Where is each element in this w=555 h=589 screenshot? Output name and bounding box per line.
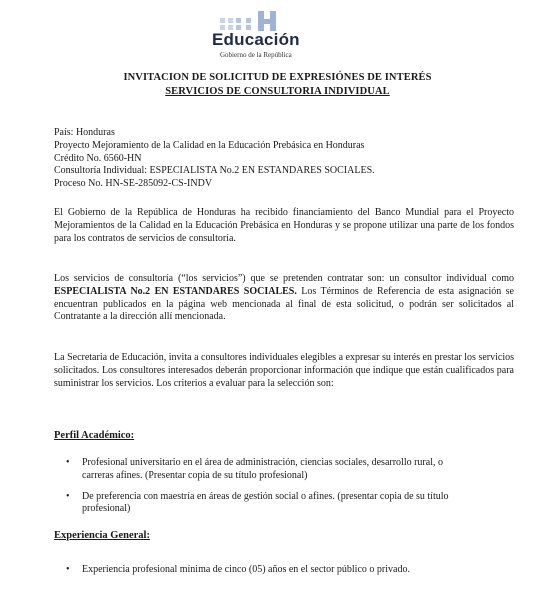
logo-wordmark: Educación: [212, 30, 300, 49]
list-item-text: Experiencia profesional mínima de cinco (05) años en el sector público o privado.: [82, 564, 410, 575]
perfil-list: [66, 457, 466, 524]
info-project: Proyecto Mejoramiento de la Calidad en la Educación Prebásica en Honduras: [54, 139, 365, 151]
section-heading-experiencia: Experiencia General:: [54, 530, 150, 541]
paragraph-financing: El Gobierno de la República de Honduras ha recibido financiamiento del Banco Mundial para el Proyecto Mejoramientos de la Calidad en la Educación Prebásica en Honduras y se propone utilizar una parte de los fondos para los contratos de servicios de consultoría.: [54, 207, 514, 244]
info-consultancy: Consultoría Individual: ESPECIALISTA No.2 EN ESTANDARES SOCIALES.: [54, 165, 375, 177]
experiencia-list: [66, 564, 486, 585]
bullet-icon: •: [66, 564, 70, 575]
paragraph-services-position: ESPECIALISTA No.2 EN ESTANDARES SOCIALES.: [54, 285, 297, 297]
paragraph-services-text-a: Los servicios de consultoría (“los servicios”) que se pretenden contratar son: un consultor individual como: [54, 273, 514, 284]
info-country: País: Honduras: [54, 127, 115, 138]
paragraph-services-text-c: Los Términos de Referencia de esta asignación se encuentran publicados en la página web mencionada al final de esta solicitud, o podrán ser solicitados al Contratante a la dirección allí mencionada.: [54, 285, 514, 323]
h-logo-icon: [220, 10, 284, 32]
document-title: INVITACION DE SOLICITUD DE EXPRESIÓNES DE INTERÉS: [123, 72, 432, 83]
info-process: Proceso No. HN-SE-285092-CS-INDV: [54, 178, 213, 190]
list-item: [66, 457, 466, 483]
bullet-icon: •: [66, 457, 70, 468]
logo-subtitle: Gobierno de la República: [220, 51, 292, 59]
section-heading-perfil: Perfil Académico:: [54, 430, 135, 441]
list-item: [66, 564, 486, 577]
list-item-text: Profesional universitario en el área de administración, ciencias sociales, desarrollo rural, o carreras afines. (Presentar copia de su título profesional): [82, 457, 443, 481]
educacion-logo: [206, 8, 346, 58]
document-subtitle: SERVICIOS DE CONSULTORIA INDIVIDUAL: [165, 86, 390, 97]
header-info: [54, 127, 514, 191]
paragraph-invitation: La Secretaria de Educación, invita a consultores individuales elegibles a expresar su interés en prestar los servicios solicitados. Los consultores interesados deberán proporcionar información que indique que están cualificados para suministrar los servicios. Los criterios a evaluar para la selección son:: [54, 352, 514, 389]
bullet-icon: •: [66, 490, 70, 502]
info-credit: Crédito No. 6560-HN: [54, 152, 142, 164]
list-item: [66, 491, 466, 517]
paragraph-services: [54, 273, 514, 324]
list-item-text: De preferencia con maestría en áreas de gestión social o afines. (presentar copia de su título profesional): [82, 490, 449, 515]
